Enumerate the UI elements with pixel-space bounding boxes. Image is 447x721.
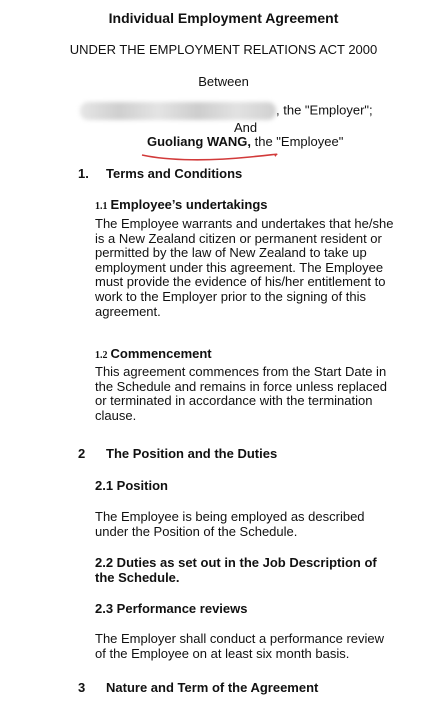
employee-label: the "Employee" <box>251 134 344 149</box>
employee-party <box>147 134 343 149</box>
and-label: And <box>234 120 258 135</box>
subsection-1-1-text: The Employee warrants and undertakes that he/she is a New Zealand citizen or permanent resident or permitted by the law of New Zealand to take up employment under this agreement. The Employee must provide the evidence of his/her entitlement to work to the Employer prior to the signing of this agreement. <box>95 216 394 319</box>
subsection-2-1-heading: 2.1 Position <box>95 478 168 493</box>
employer-party <box>80 102 373 120</box>
document-title: Individual Employment Agreement <box>108 10 339 26</box>
subsection-2-3-heading: 2.3 Performance reviews <box>95 601 248 616</box>
subsection-1-1-heading: 1.1 Employee’s undertakings <box>95 197 268 212</box>
employee-name: Guoliang WANG, <box>147 134 251 149</box>
between-label: Between <box>198 74 249 89</box>
employer-label: , the "Employer"; <box>276 102 373 118</box>
redacted-employer-name <box>80 102 276 120</box>
subsection-1-2-text: This agreement commences from the Start Date in the Schedule and remains in force unless replaced or terminated in accordance with the termination clause. <box>95 364 387 423</box>
section-3-heading: 3 Nature and Term of the Agreement <box>78 680 319 695</box>
subsection-2-1-text: The Employee is being employed as described under the Position of the Schedule. <box>95 509 365 539</box>
handwritten-underline <box>140 151 280 163</box>
subsection-2-3-text: The Employer shall conduct a performance review of the Employee on at least six month basis. <box>95 631 385 661</box>
subsection-2-2-heading: 2.2 Duties as set out in the Job Description of the Schedule. <box>95 555 377 585</box>
section-1-heading: 1. Terms and Conditions <box>78 166 243 181</box>
act-subtitle: UNDER THE EMPLOYMENT RELATIONS ACT 2000 <box>69 42 378 57</box>
subsection-1-2-heading: 1.2 Commencement <box>95 346 212 361</box>
section-2-heading: 2 The Position and the Duties <box>78 446 278 461</box>
